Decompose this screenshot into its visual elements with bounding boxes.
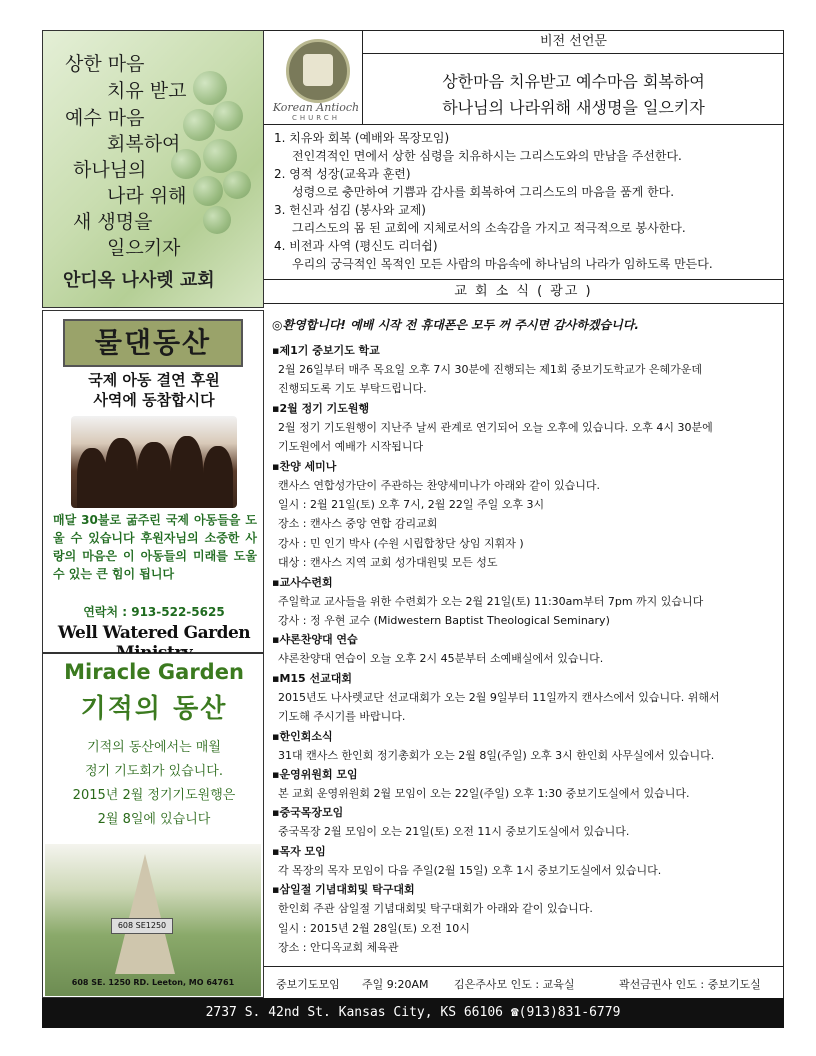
- value-title: 1. 치유와 회복 (예배와 목장모임): [274, 131, 450, 145]
- ad1-description: 매달 30불로 굶주린 국제 아동들을 도울 수 있습니다 후원자님의 소중한 사랑의 마음은 이 아동들의 미래를 도울 수 있는 큰 힘이 됩니다: [53, 513, 257, 581]
- news-item-title: ▪교사수련회: [272, 575, 333, 589]
- church-news: [264, 304, 784, 966]
- ad1-brand: Well Watered Garden: [57, 623, 251, 643]
- news-item-line: 한인회 주관 삼일절 기념대회및 탁구대회가 아래와 같이 있습니다.: [278, 902, 593, 916]
- prayer-guide: 곽선금권사 인도 : 중보기도실: [619, 978, 761, 991]
- news-section-title: 교 회 소 식 ( 광고 ): [264, 280, 784, 304]
- poem-line: 예수 마음: [65, 107, 145, 129]
- ad2-title-en: Miracle Garden: [64, 660, 244, 684]
- prayer-label: 중보기도모임: [276, 978, 340, 991]
- news-item-line: 2월 26일부터 매주 목요일 오후 7시 30분에 진행되는 제1회 중보기도학교가 은혜가운데: [278, 363, 702, 376]
- news-item-title: ▪M15 선교대회: [272, 671, 353, 685]
- church-address-bar: 2737 S. 42nd St. Kansas City, KS 66106 ☎(913)831-6779: [42, 998, 784, 1028]
- news-item-line: 2015년도 나사렛교단 선교대회가 오는 2월 9일부터 11일까지 캔사스에서 있습니다. 위해서: [278, 690, 720, 704]
- poem-line: 나라 위해: [107, 185, 187, 207]
- prayer-guide: 김은주사모 인도 : 교육실: [454, 978, 575, 991]
- news-item-line: 기도원에서 예배가 시작됩니다: [278, 440, 424, 454]
- vision-title: 비전 선언문: [362, 31, 784, 54]
- core-values-list: [264, 125, 784, 280]
- nazarene-seal-icon: [286, 39, 350, 103]
- prayer-time: 주일 9:20AM: [362, 978, 429, 991]
- value-title: 3. 헌신과 섬김 (봉사와 교제): [274, 203, 426, 217]
- logo-name: Korean Antioch: [272, 101, 360, 114]
- ad2-line: 2015년 2월 정기기도원행은: [72, 788, 236, 803]
- poem-line: 하나님의: [73, 159, 147, 181]
- news-item-line: 진행되도록 기도 부탁드립니다.: [278, 382, 427, 396]
- church-name: 안디옥 나사렛 교회: [63, 270, 215, 291]
- news-item-line: 각 목장의 목자 모임이 다음 주일(2월 15일) 오후 1시 중보기도실에서 있습니다.: [278, 863, 662, 877]
- news-item-title: ▪중국목장모임: [272, 806, 344, 820]
- news-item-line: 샤론찬양대 연습이 오늘 오후 2시 45분부터 소예배실에서 있습니다.: [278, 652, 604, 666]
- value-title: 4. 비전과 사역 (평신도 리더쉽): [274, 239, 438, 253]
- news-item-title: ▪한인회소식: [272, 729, 333, 743]
- welcome-message: ◎환영합니다! 예배 시작 전 휴대폰은 모두 꺼 주시면 감사하겠습니다.: [272, 318, 639, 332]
- ad2-address: 608 SE. 1250 RD. Leeton, MO 64761: [71, 978, 235, 987]
- news-item-title: ▪제1기 중보기도 학교: [272, 344, 380, 357]
- children-praying-photo: [71, 416, 237, 508]
- ad2-line: 기적의 동산에서는 매월: [87, 740, 221, 755]
- mailbox: 608 SE1250: [111, 918, 173, 934]
- news-item-line: 장소 : 안디옥교회 체육관: [278, 941, 399, 954]
- prayer-meeting-info: [264, 966, 784, 998]
- news-item-line: 캔사스 연합성가단이 주관하는 찬양세미나가 아래와 같이 있습니다.: [278, 478, 601, 492]
- vision-poem-panel: [42, 30, 264, 308]
- ad1-title: 물댄동산: [63, 319, 243, 367]
- value-desc: 성령으로 충만하여 기쁨과 감사를 회복하여 그리스도의 마음을 품게 한다.: [292, 185, 675, 199]
- poem-line: 회복하여: [107, 133, 181, 155]
- ad2-line: 정기 기도회가 있습니다.: [85, 764, 223, 779]
- ad2-line: 2월 8일에 있습니다: [97, 812, 211, 827]
- news-item-line: 강사 : 민 인기 박사 (수원 시립합창단 상임 지휘자 ): [278, 536, 524, 550]
- value-title: 2. 영적 성장(교육과 훈련): [274, 167, 411, 181]
- ad-miracle-garden: [42, 653, 264, 998]
- logo-sub: CHURCH: [292, 114, 340, 122]
- ad-well-watered-garden: [42, 310, 264, 653]
- ad2-title-ko: 기적의 동산: [80, 694, 228, 724]
- news-item-line: 일시 : 2월 21일(토) 오후 7시, 2월 22일 주일 오후 3시: [278, 498, 545, 511]
- church-logo: [270, 35, 360, 123]
- vision-statement: [264, 30, 784, 125]
- ad1-subtitle: 사역에 동참합시다: [93, 391, 215, 409]
- news-item-title: ▪목자 모임: [272, 844, 326, 858]
- poem-line: 치유 받고: [107, 80, 187, 102]
- country-road-photo: [45, 844, 261, 996]
- ad1-subtitle: 국제 아동 결연 후원: [88, 371, 220, 389]
- news-item-title: ▪운영위원회 모임: [272, 768, 358, 781]
- news-item-title: ▪삼일절 기념대회및 탁구대회: [272, 883, 415, 897]
- value-desc: 전인격적인 면에서 상한 심령을 치유하시는 그리스도와의 만남을 주선한다.: [292, 149, 682, 163]
- value-desc: 그리스도의 몸 된 교회에 지체로서의 소속감을 가지고 적극적으로 봉사한다.: [292, 221, 686, 235]
- news-item-line: 장소 : 캔사스 중앙 연합 감리교회: [278, 517, 438, 531]
- news-item-line: 기도해 주시기를 바랍니다.: [278, 710, 406, 724]
- news-item-title: ▪샤론찬양대 연습: [272, 633, 358, 647]
- news-item-line: 강사 : 정 우현 교수 (Midwestern Baptist Theological Seminary): [278, 614, 610, 627]
- news-item-line: 31대 캔사스 한인회 정기총회가 오는 2월 8일(주일) 오후 3시 한인회 사무실에서 있습니다.: [278, 748, 715, 762]
- news-item-line: 본 교회 운영위원회 2월 모임이 오는 22일(주일) 오후 1:30 중보기도실에서 있습니다.: [278, 787, 690, 800]
- vision-line-1: 상한마음 치유받고 예수마음 회복하여: [442, 72, 705, 91]
- news-item-line: 2월 정기 기도원행이 지난주 날씨 관계로 연기되어 오늘 오후에 있습니다. 오후 4시 30분에: [278, 420, 713, 434]
- poem-line: 상한 마음: [65, 53, 145, 75]
- ad1-contact: 연락처 : 913-522-5625: [83, 605, 225, 619]
- news-item-title: ▪2월 정기 기도원행: [272, 401, 370, 415]
- news-item-title: ▪찬양 세미나: [272, 459, 337, 473]
- news-item-line: 일시 : 2015년 2월 28일(토) 오전 10시: [278, 921, 470, 935]
- poem-line: 새 생명을: [73, 211, 153, 233]
- vision-line-2: 하나님의 나라위해 새생명을 일으키자: [442, 98, 705, 117]
- poem-line: 일으키자: [107, 237, 181, 259]
- news-item-line: 대상 : 캔사스 지역 교회 성가대원및 모든 성도: [278, 556, 498, 570]
- news-item-line: 주일학교 교사들을 위한 수련회가 오는 2월 21일(토) 11:30am부터 7pm 까지 있습니다: [278, 594, 704, 608]
- value-desc: 우리의 궁극적인 목적인 모든 사람의 마음속에 하나님의 나라가 임하도록 만든다.: [292, 257, 713, 271]
- news-item-line: 중국목장 2월 모임이 오는 21일(토) 오전 11시 중보기도실에서 있습니다.: [278, 825, 630, 839]
